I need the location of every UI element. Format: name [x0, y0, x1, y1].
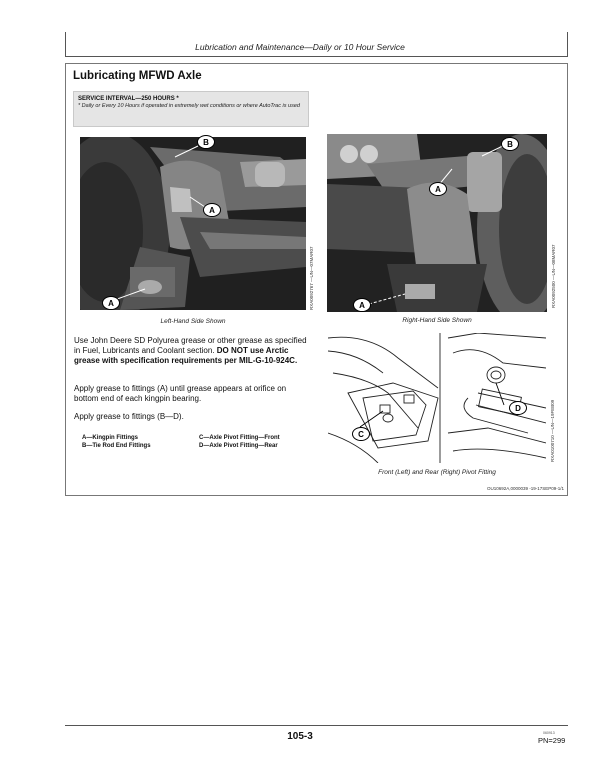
legend-right-column [199, 434, 280, 450]
page-number: 105-3 [287, 731, 313, 742]
service-interval-note: * Daily or Every 10 Hours if operated in extremely wet conditions or where AutoTrac is used [78, 103, 300, 109]
svg-text:B: B [203, 138, 209, 147]
callout-a-right-lower [352, 297, 372, 318]
service-interval-box [73, 91, 309, 127]
callout-a-right-upper [428, 181, 448, 202]
callout-a-left-upper [202, 202, 222, 223]
service-interval-title: SERVICE INTERVAL—250 HOURS * [78, 96, 179, 102]
left-hand-photo [80, 137, 306, 310]
arctic-grease-warning: DO NOT use Arctic grease with specification requirements per MIL-G-10-924C. [74, 346, 298, 365]
callout-c [351, 426, 371, 447]
svg-text:A: A [435, 185, 441, 194]
document-reference-code: OU10692A,0000039 -19-17SEP09-1/1 [486, 486, 564, 491]
callout-b-left [196, 134, 216, 155]
legend-item-a: A—Kingpin Fittings [82, 435, 138, 441]
footer-rule [65, 725, 568, 726]
right-photo-code: RXA0092500 —UN—08MAR07 [551, 244, 556, 308]
svg-text:A: A [108, 299, 114, 308]
right-hand-photo [327, 134, 547, 312]
callout-d [508, 400, 528, 421]
footer-date-code: 060913 [543, 731, 555, 735]
section-title: Lubricating MFWD Axle [73, 70, 202, 82]
pivot-drawing-code: RXA0100710 —UN—19FEB09 [550, 399, 555, 462]
legend-item-b: B—Tie Rod End Fittings [82, 443, 151, 449]
left-photo-code: RXA0092767 —UN—07MAR07 [309, 246, 314, 310]
running-header: Lubrication and Maintenance—Daily or 10 Hour Service [195, 42, 405, 52]
svg-text:A: A [209, 206, 215, 215]
svg-text:A: A [359, 301, 365, 310]
callout-a-left-lower [101, 295, 121, 316]
legend-item-c: C—Axle Pivot Fitting—Front [199, 435, 280, 441]
header-bottom-rule [65, 56, 568, 57]
grease-spec-paragraph [74, 336, 310, 366]
grease-spec-text: Use John Deere SD Polyurea grease or other grease as specified in Fuel, Lubricants and Coolant section. [74, 336, 307, 355]
left-photo-caption: Left-Hand Side Shown [160, 318, 226, 325]
legend-item-d: D—Axle Pivot Fitting—Rear [199, 443, 278, 449]
legend-left-column [82, 434, 151, 450]
pn-number: PN=299 [538, 736, 566, 745]
callout-b-right [500, 136, 520, 157]
pivot-paragraph: Apply grease to fittings (B—D). [74, 412, 184, 421]
svg-text:C: C [358, 430, 364, 439]
svg-text:B: B [507, 140, 513, 149]
right-photo-caption: Right-Hand Side Shown [402, 317, 472, 324]
kingpin-paragraph: Apply grease to fittings (A) until grease appears at orifice on bottom end of each kingpin bearing. [74, 384, 287, 403]
svg-text:D: D [515, 404, 521, 413]
pivot-drawing-caption: Front (Left) and Rear (Right) Pivot Fitting [378, 469, 496, 476]
